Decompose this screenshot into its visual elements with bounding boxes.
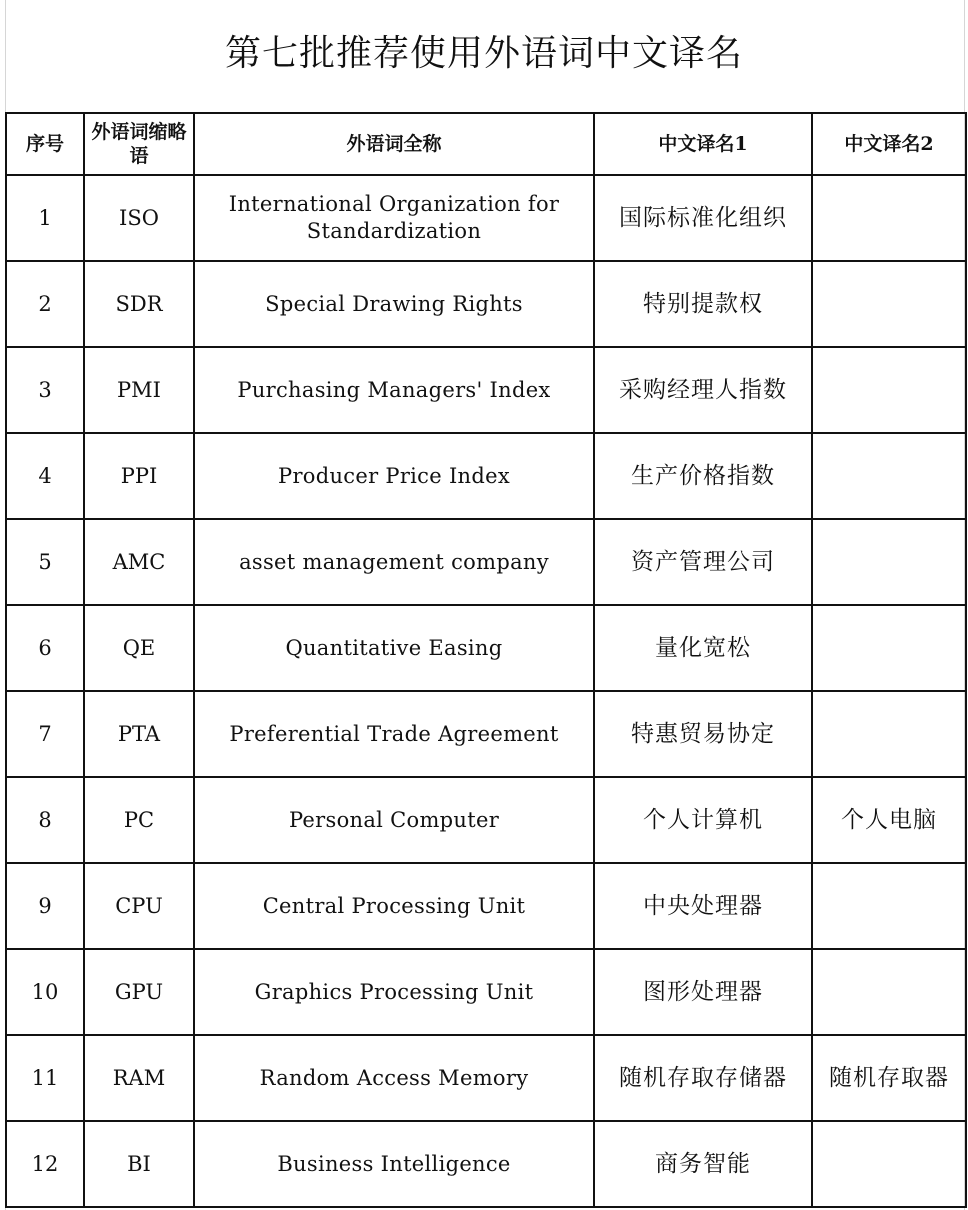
cell-zh1: 随机存取存储器 bbox=[594, 1035, 812, 1121]
table-row bbox=[6, 863, 966, 949]
cell-zh1: 生产价格指数 bbox=[594, 433, 812, 519]
cell-zh2 bbox=[812, 347, 966, 433]
cell-abbr: ISO bbox=[84, 175, 194, 261]
header-row bbox=[6, 113, 966, 175]
table-row bbox=[6, 605, 966, 691]
cell-zh2 bbox=[812, 1121, 966, 1207]
header-zh1: 中文译名1 bbox=[594, 113, 812, 175]
cell-no: 10 bbox=[6, 949, 84, 1035]
cell-zh2: 个人电脑 bbox=[812, 777, 966, 863]
cell-no: 2 bbox=[6, 261, 84, 347]
cell-full-name: Personal Computer bbox=[194, 777, 594, 863]
cell-no: 8 bbox=[6, 777, 84, 863]
cell-full-name: Purchasing Managers' Index bbox=[194, 347, 594, 433]
cell-full-name: Preferential Trade Agreement bbox=[194, 691, 594, 777]
cell-zh2 bbox=[812, 949, 966, 1035]
cell-zh2 bbox=[812, 519, 966, 605]
cell-full-name: Central Processing Unit bbox=[194, 863, 594, 949]
cell-abbr: PTA bbox=[84, 691, 194, 777]
table-row bbox=[6, 1035, 966, 1121]
cell-abbr: CPU bbox=[84, 863, 194, 949]
terms-table bbox=[5, 112, 967, 1208]
cell-zh1: 特惠贸易协定 bbox=[594, 691, 812, 777]
cell-full-name: Random Access Memory bbox=[194, 1035, 594, 1121]
cell-no: 7 bbox=[6, 691, 84, 777]
table-row bbox=[6, 261, 966, 347]
cell-no: 11 bbox=[6, 1035, 84, 1121]
cell-abbr: QE bbox=[84, 605, 194, 691]
header-no: 序号 bbox=[6, 113, 84, 175]
cell-full-name: Graphics Processing Unit bbox=[194, 949, 594, 1035]
cell-zh1: 采购经理人指数 bbox=[594, 347, 812, 433]
cell-abbr: PPI bbox=[84, 433, 194, 519]
cell-abbr: BI bbox=[84, 1121, 194, 1207]
table-body bbox=[6, 175, 966, 1207]
cell-full-name: Special Drawing Rights bbox=[194, 261, 594, 347]
cell-full-name: Producer Price Index bbox=[194, 433, 594, 519]
cell-no: 3 bbox=[6, 347, 84, 433]
cell-no: 1 bbox=[6, 175, 84, 261]
header-zh2: 中文译名2 bbox=[812, 113, 966, 175]
cell-zh2 bbox=[812, 605, 966, 691]
cell-no: 9 bbox=[6, 863, 84, 949]
cell-full-name: asset management company bbox=[194, 519, 594, 605]
cell-zh2 bbox=[812, 433, 966, 519]
table-row bbox=[6, 347, 966, 433]
table-row bbox=[6, 777, 966, 863]
table-row bbox=[6, 1121, 966, 1207]
cell-no: 4 bbox=[6, 433, 84, 519]
cell-abbr: PMI bbox=[84, 347, 194, 433]
cell-zh2 bbox=[812, 863, 966, 949]
table-row bbox=[6, 433, 966, 519]
cell-no: 12 bbox=[6, 1121, 84, 1207]
page-title: 第七批推荐使用外语词中文译名 bbox=[224, 33, 743, 74]
table-row bbox=[6, 691, 966, 777]
cell-zh1: 图形处理器 bbox=[594, 949, 812, 1035]
cell-zh1: 资产管理公司 bbox=[594, 519, 812, 605]
table-row bbox=[6, 519, 966, 605]
cell-full-name: Quantitative Easing bbox=[194, 605, 594, 691]
cell-full-name: Business Intelligence bbox=[194, 1121, 594, 1207]
cell-no: 5 bbox=[6, 519, 84, 605]
cell-abbr: PC bbox=[84, 777, 194, 863]
cell-full-name: International Organization for Standardization bbox=[194, 175, 594, 261]
cell-zh1: 商务智能 bbox=[594, 1121, 812, 1207]
cell-zh1: 量化宽松 bbox=[594, 605, 812, 691]
cell-zh1: 个人计算机 bbox=[594, 777, 812, 863]
header-abbr: 外语词缩略语 bbox=[84, 113, 194, 175]
cell-abbr: GPU bbox=[84, 949, 194, 1035]
cell-abbr: RAM bbox=[84, 1035, 194, 1121]
table-row bbox=[6, 175, 966, 261]
cell-zh1: 特别提款权 bbox=[594, 261, 812, 347]
cell-zh2 bbox=[812, 261, 966, 347]
cell-zh1: 中央处理器 bbox=[594, 863, 812, 949]
cell-zh2 bbox=[812, 175, 966, 261]
cell-no: 6 bbox=[6, 605, 84, 691]
cell-zh2: 随机存取器 bbox=[812, 1035, 966, 1121]
table-header bbox=[6, 113, 966, 175]
cell-abbr: AMC bbox=[84, 519, 194, 605]
cell-abbr: SDR bbox=[84, 261, 194, 347]
table-row bbox=[6, 949, 966, 1035]
header-full: 外语词全称 bbox=[194, 113, 594, 175]
cell-zh2 bbox=[812, 691, 966, 777]
cell-zh1: 国际标准化组织 bbox=[594, 175, 812, 261]
